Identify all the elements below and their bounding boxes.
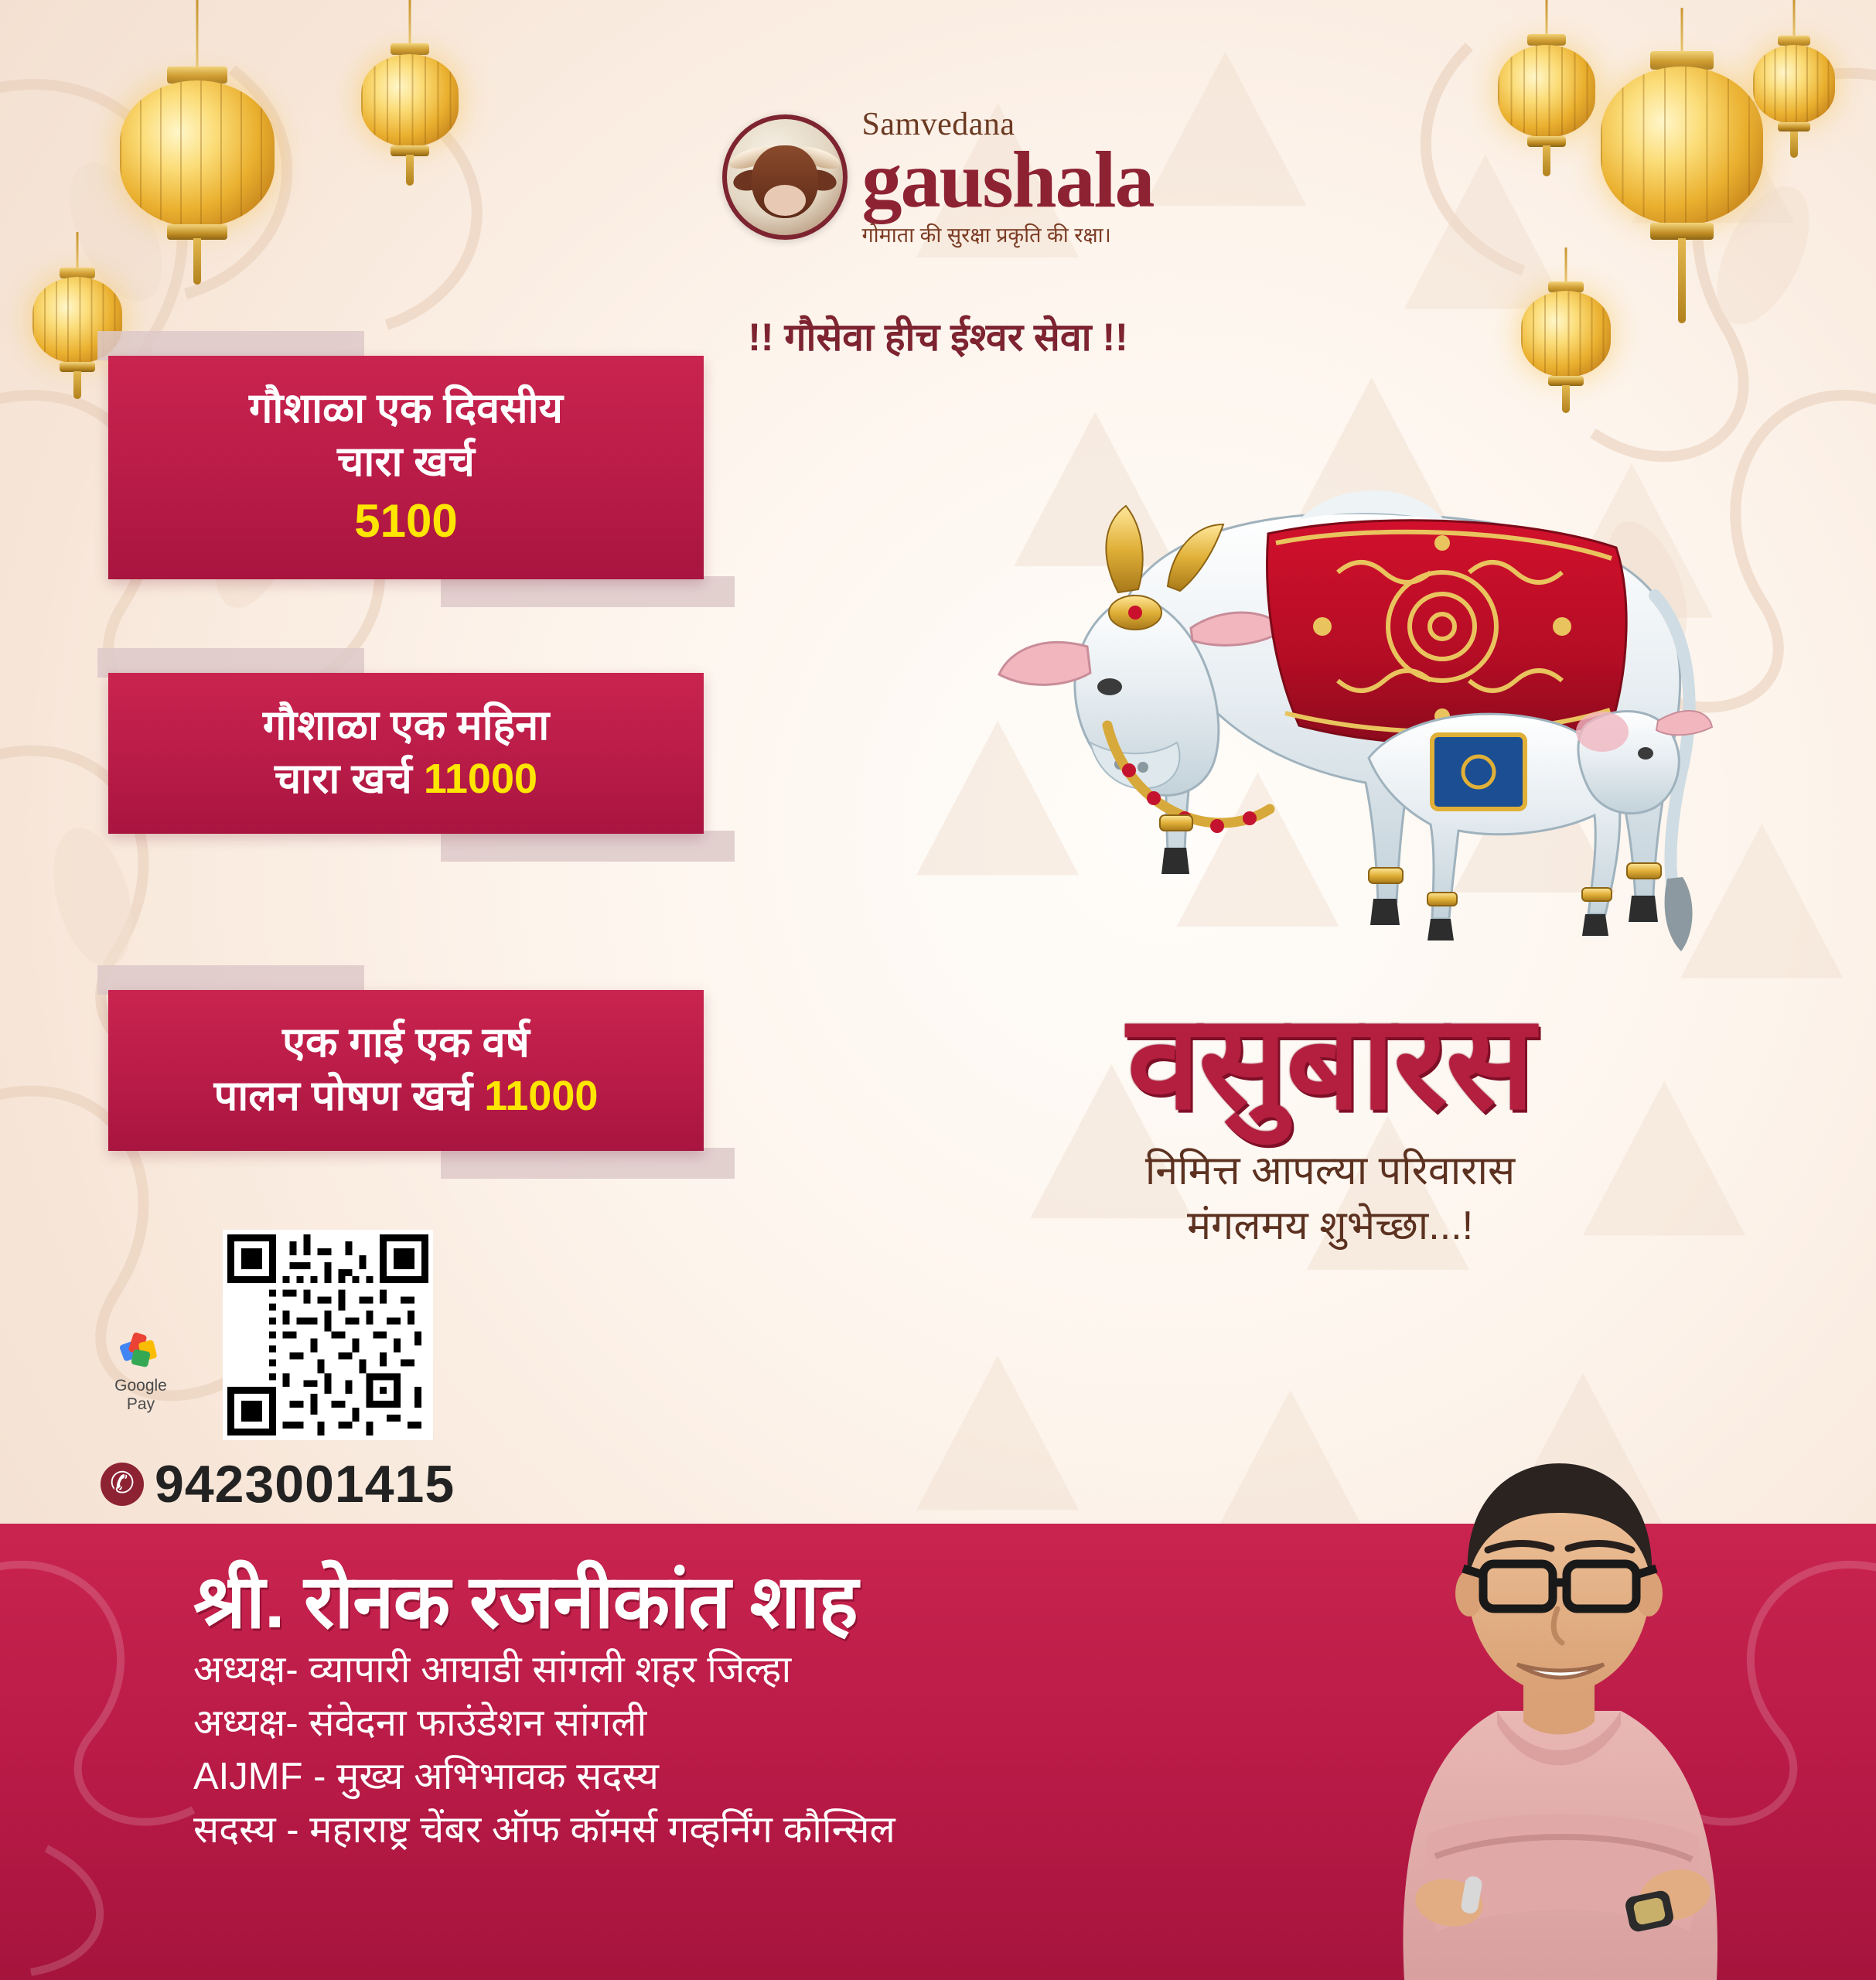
offer-line-1: गौशाळा एक महिना	[262, 702, 550, 749]
person-role: अध्यक्ष- व्यापारी आघाडी सांगली शहर जिल्हा	[193, 1648, 792, 1691]
headline-title: वसुबारस	[1127, 991, 1533, 1136]
headline-subtitle-1: निमित्त आपल्या परिवारास	[1144, 1149, 1516, 1193]
offer-line-1: एक गाई एक वर्ष	[282, 1019, 530, 1066]
offer-ribbon	[108, 356, 704, 579]
lantern-icon	[1593, 8, 1771, 371]
person-role: सदस्य - महाराष्ट्र चेंबर ऑफ कॉमर्स गव्हर्निंग कौन्सिल	[193, 1809, 895, 1852]
lantern-icon	[112, 0, 282, 325]
google-pay-label: Google Pay	[114, 1377, 167, 1413]
offer-line-2: चारा खर्च	[274, 756, 412, 803]
offer-amount: 5100	[354, 495, 458, 548]
footer-text-block	[193, 1561, 1338, 1855]
google-pay-icon	[120, 1330, 162, 1372]
cow-head-badge-icon	[722, 114, 848, 240]
person-role: AIJMF - मुख्य अभिभावक सदस्य	[193, 1756, 659, 1798]
google-pay-logo	[104, 1330, 178, 1414]
offer-amount: 11000	[484, 1073, 599, 1120]
offer-line-1: गौशाळा एक दिवसीय	[249, 385, 563, 432]
qr-code-image	[227, 1234, 428, 1436]
poster-tagline: !! गौसेवा हीच ईश्वर सेवा !!	[748, 316, 1128, 359]
offer-line-2: चारा खर्च	[337, 439, 475, 486]
offer-line-2: पालन पोषण खर्च	[213, 1073, 473, 1120]
contact-phone[interactable]	[101, 1454, 455, 1514]
person-photo	[1311, 1361, 1806, 1980]
festival-headline	[982, 991, 1678, 1251]
logo-small-text: Samvedana	[861, 107, 1015, 142]
lantern-icon	[356, 0, 464, 232]
lantern-icon	[1748, 0, 1840, 201]
logo-main-text: gaushala	[861, 135, 1154, 224]
lantern-icon	[1492, 0, 1601, 232]
person-name: श्री. रोनक रजनीकांत शाह	[193, 1561, 858, 1644]
headline-subtitle-2: मंगलमय शुभेच्छा...!	[1186, 1203, 1474, 1248]
payment-block	[114, 1230, 455, 1514]
gaushala-logo	[660, 108, 1216, 246]
offer-ribbon	[108, 990, 704, 1151]
phone-number: 9423001415	[155, 1455, 455, 1514]
phone-call-icon	[101, 1463, 144, 1506]
cow-and-calf-illustration	[936, 340, 1717, 1044]
person-role: अध्यक्ष- संवेदना फाउंडेशन सांगली	[193, 1702, 647, 1744]
qr-code[interactable]	[223, 1230, 433, 1440]
logo-tagline: गोमाता की सुरक्षा प्रकृति की रक्षा।	[861, 223, 1111, 247]
offer-ribbon	[108, 673, 704, 834]
offer-amount: 11000	[423, 756, 538, 803]
